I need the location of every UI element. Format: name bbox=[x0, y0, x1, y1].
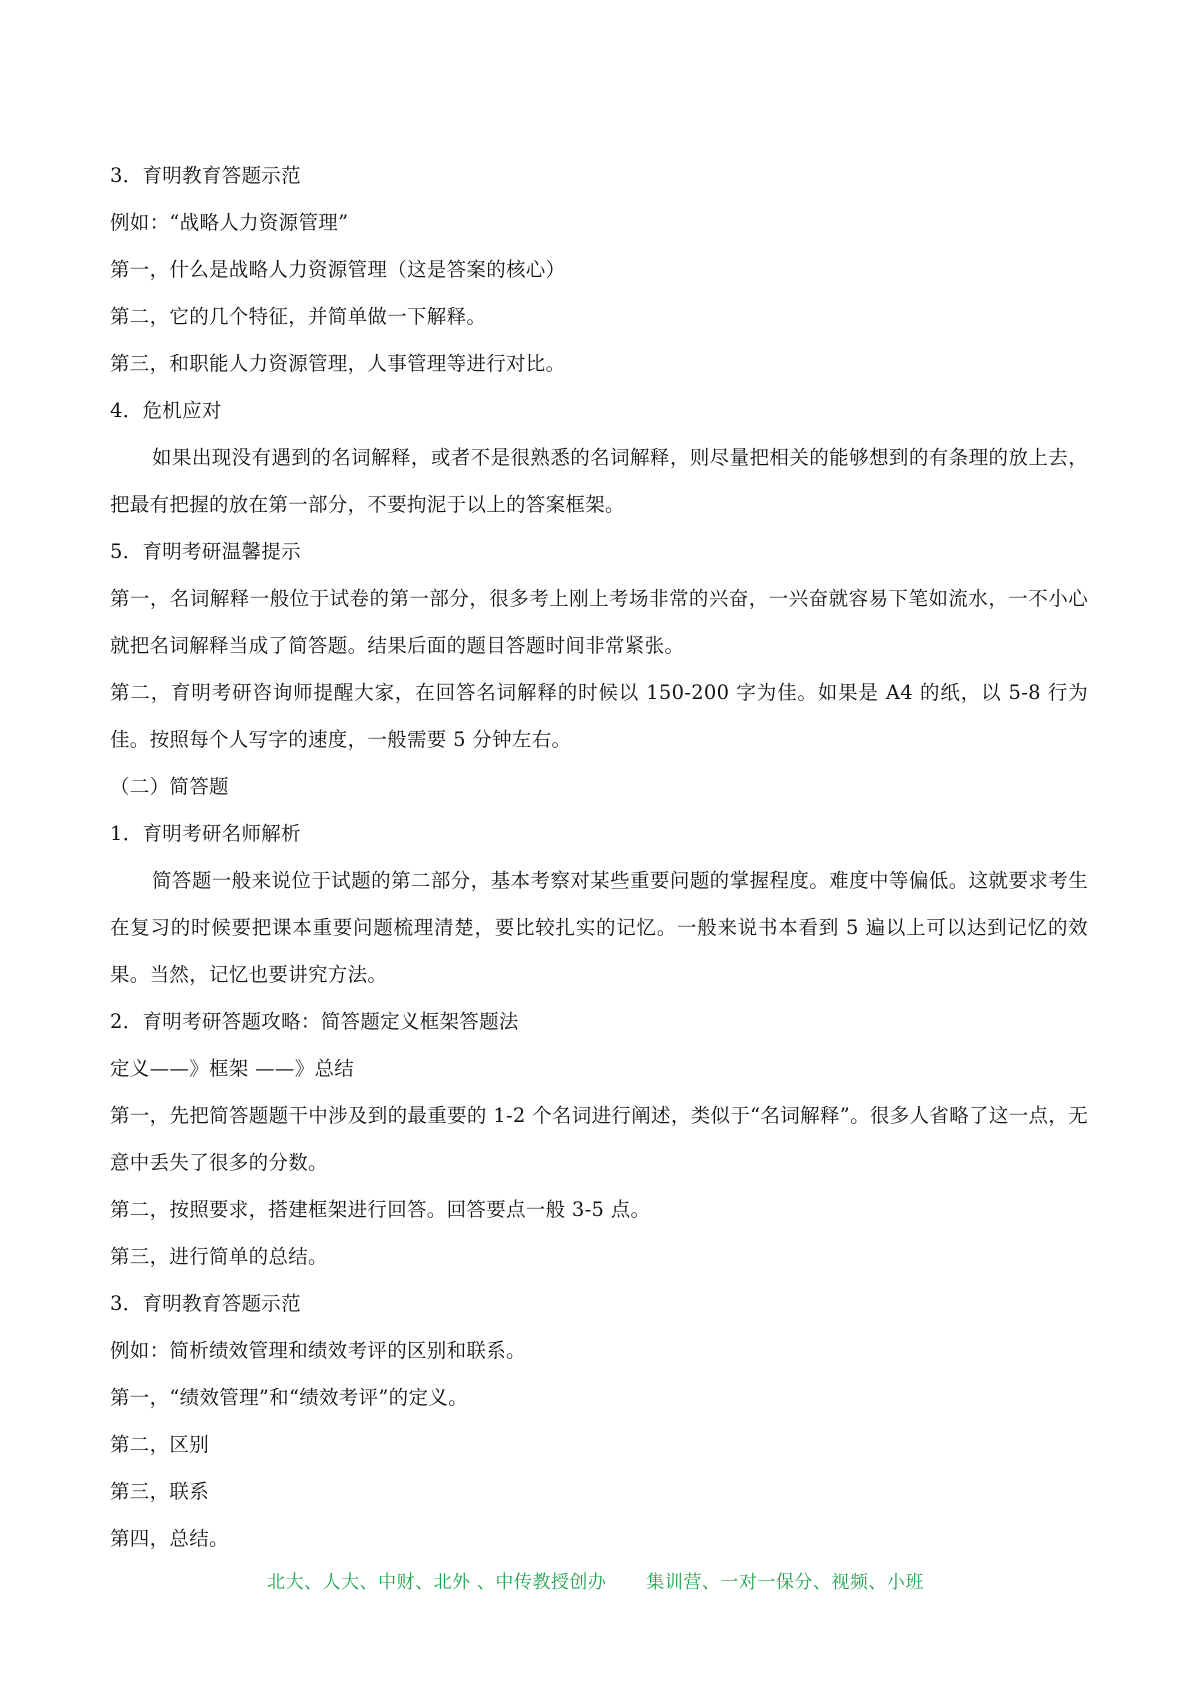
paragraph-first-step: 第一，先把简答题题干中涉及到的最重要的 1-2 个名词进行阐述，类似于“名词解释”。很多人省略了这一点，无意中丢失了很多的分数。 bbox=[110, 1104, 1088, 1174]
paragraph-analysis: 简答题一般来说位于试题的第二部分，基本考察对某些重要问题的掌握程度。难度中等偏低。这就要求考生在复习的时候要把课本重要问题梳理清楚，要比较扎实的记忆。一般来说书本看到 5 遍以上可以达到记忆的效果。当然，记忆也要讲究方法。 bbox=[110, 869, 1088, 986]
paragraph-crisis: 如果出现没有遇到的名词解释，或者不是很熟悉的名词解释，则尽量把相关的能够想到的有条理的放上去，把最有把握的放在第一部分，不要拘泥于以上的答案框架。 bbox=[110, 446, 1088, 516]
page-footer bbox=[0, 1568, 1191, 1594]
paragraph-tip-2: 第二，育明考研咨询师提醒大家，在回答名词解释的时候以 150-200 字为佳。如果是 A4 的纸，以 5-8 行为佳。按照每个人写字的速度，一般需要 5 分钟左右。 bbox=[110, 681, 1088, 751]
footer-left-text: 北大、人大、中财、北外 、中传教授创办 bbox=[267, 1572, 607, 1593]
example-2-point-4: 第四，总结。 bbox=[110, 1527, 229, 1550]
example-term-line: 例如：“战略人力资源管理” bbox=[110, 211, 349, 234]
heading-tips: 5．育明考研温馨提示 bbox=[110, 540, 301, 563]
heading-short-answer: （二）简答题 bbox=[110, 775, 229, 798]
example-2-point-3: 第三，联系 bbox=[110, 1480, 210, 1503]
example-point-1: 第一，什么是战略人力资源管理（这是答案的核心） bbox=[110, 258, 566, 281]
step-2-line: 第二，按照要求，搭建框架进行回答。回答要点一般 3-5 点。 bbox=[110, 1198, 651, 1221]
heading-crisis: 4．危机应对 bbox=[110, 399, 222, 422]
heading-example-1: 3．育明教育答题示范 bbox=[110, 164, 301, 187]
paragraph-tip-1: 第一，名词解释一般位于试卷的第一部分，很多考上刚上考场非常的兴奋，一兴奋就容易下笔如流水，一不小心就把名词解释当成了简答题。结果后面的题目答题时间非常紧张。 bbox=[110, 587, 1088, 657]
example-2-point-2: 第二，区别 bbox=[110, 1433, 210, 1456]
example-point-2: 第二，它的几个特征，并简单做一下解释。 bbox=[110, 305, 487, 328]
example-2-question: 例如：简析绩效管理和绩效考评的区别和联系。 bbox=[110, 1339, 526, 1362]
step-3-line: 第三，进行简单的总结。 bbox=[110, 1245, 328, 1268]
document-body bbox=[110, 152, 1088, 1562]
footer-right-text: 集训营、一对一保分、视频、小班 bbox=[646, 1572, 924, 1593]
example-point-3: 第三，和职能人力资源管理，人事管理等进行对比。 bbox=[110, 352, 566, 375]
heading-example-2: 3．育明教育答题示范 bbox=[110, 1292, 301, 1315]
framework-line: 定义——》框架 ——》总结 bbox=[110, 1057, 355, 1080]
heading-strategy: 2．育明考研答题攻略：简答题定义框架答题法 bbox=[110, 1010, 519, 1033]
example-2-point-1: 第一，“绩效管理”和“绩效考评”的定义。 bbox=[110, 1386, 468, 1409]
heading-analysis: 1．育明考研名师解析 bbox=[110, 822, 301, 845]
